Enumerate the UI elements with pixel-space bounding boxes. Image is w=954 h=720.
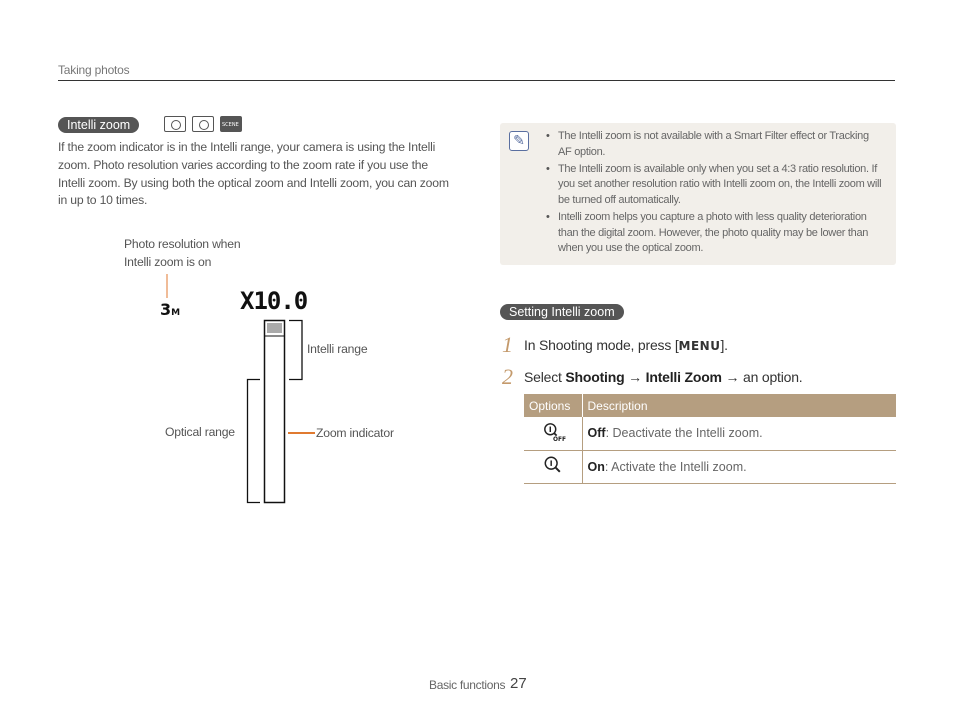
intelli-zoom-on-icon [543,455,563,475]
optical-range-bracket [248,380,261,503]
step2-text: Select Shooting → Intelli Zoom → an option. [524,369,803,385]
note-list [546,129,884,258]
option-name: On [587,459,605,474]
options-table [524,394,896,484]
note-icon: ✎ [509,131,529,151]
page-number: 27 [510,675,527,692]
intelli-zoom-description: If the zoom indicator is in the Intelli range, your camera is using the Intelli zoom. Photo resolution varies according to the zoom rate if you use the Intelli zoom. By using both the optical zoom and Intelli zoom, you can zoom in up to 10 times. [58,140,449,208]
step1-text: In Shooting mode, press [MENU]. [524,337,728,353]
option-desc: : Deactivate the Intelli zoom. [605,426,763,441]
label-resolution-line1: Photo resolution when [124,237,241,251]
note-item: • The Intelli zoom is not available with a Smart Filter effect or Tracking AF option. [546,129,884,160]
table-row [524,417,896,450]
intelli-range-bracket [289,321,302,380]
intelli-zoom-off-icon [543,422,566,443]
table-row [524,450,896,483]
note-item: • Intelli zoom helps you capture a photo with less quality deterioration than the digital zoom. However, the photo quality may be lower than when you use the optical zoom. [546,210,884,257]
svg-text:OFF: OFF [552,436,566,443]
label-optical-range: Optical range [165,425,235,439]
note-item: • The Intelli zoom is available only when you set a 4:3 ratio resolution. If you set another resolution ratio with Intelli zoom on, the Intelli zoom will be turned off automatically. [546,162,884,209]
option-desc: : Activate the Intelli zoom. [604,459,747,474]
label-resolution-line2: Intelli zoom is on [124,255,212,269]
zoom-readout: X10.0 [240,287,308,315]
menu-key: MENU [678,339,721,353]
label-zoom-indicator: Zoom indicator [316,426,394,440]
resolution-icon: 3M [160,300,181,319]
intelli-zoom-heading: Intelli zoom [58,117,139,133]
zoom-indicator-mark [267,323,282,333]
option-name: Off [587,426,606,441]
step2-number: 2 [502,364,513,389]
zoom-bar [265,321,285,503]
section-title: Taking photos [58,63,130,77]
col-options: Options [524,394,582,417]
col-description: Description [582,394,896,417]
footer-section-label: Basic functions [429,678,506,692]
label-intelli-range: Intelli range [307,342,368,356]
setting-intelli-zoom-heading: Setting Intelli zoom [500,304,624,320]
step1-number: 1 [502,332,513,357]
